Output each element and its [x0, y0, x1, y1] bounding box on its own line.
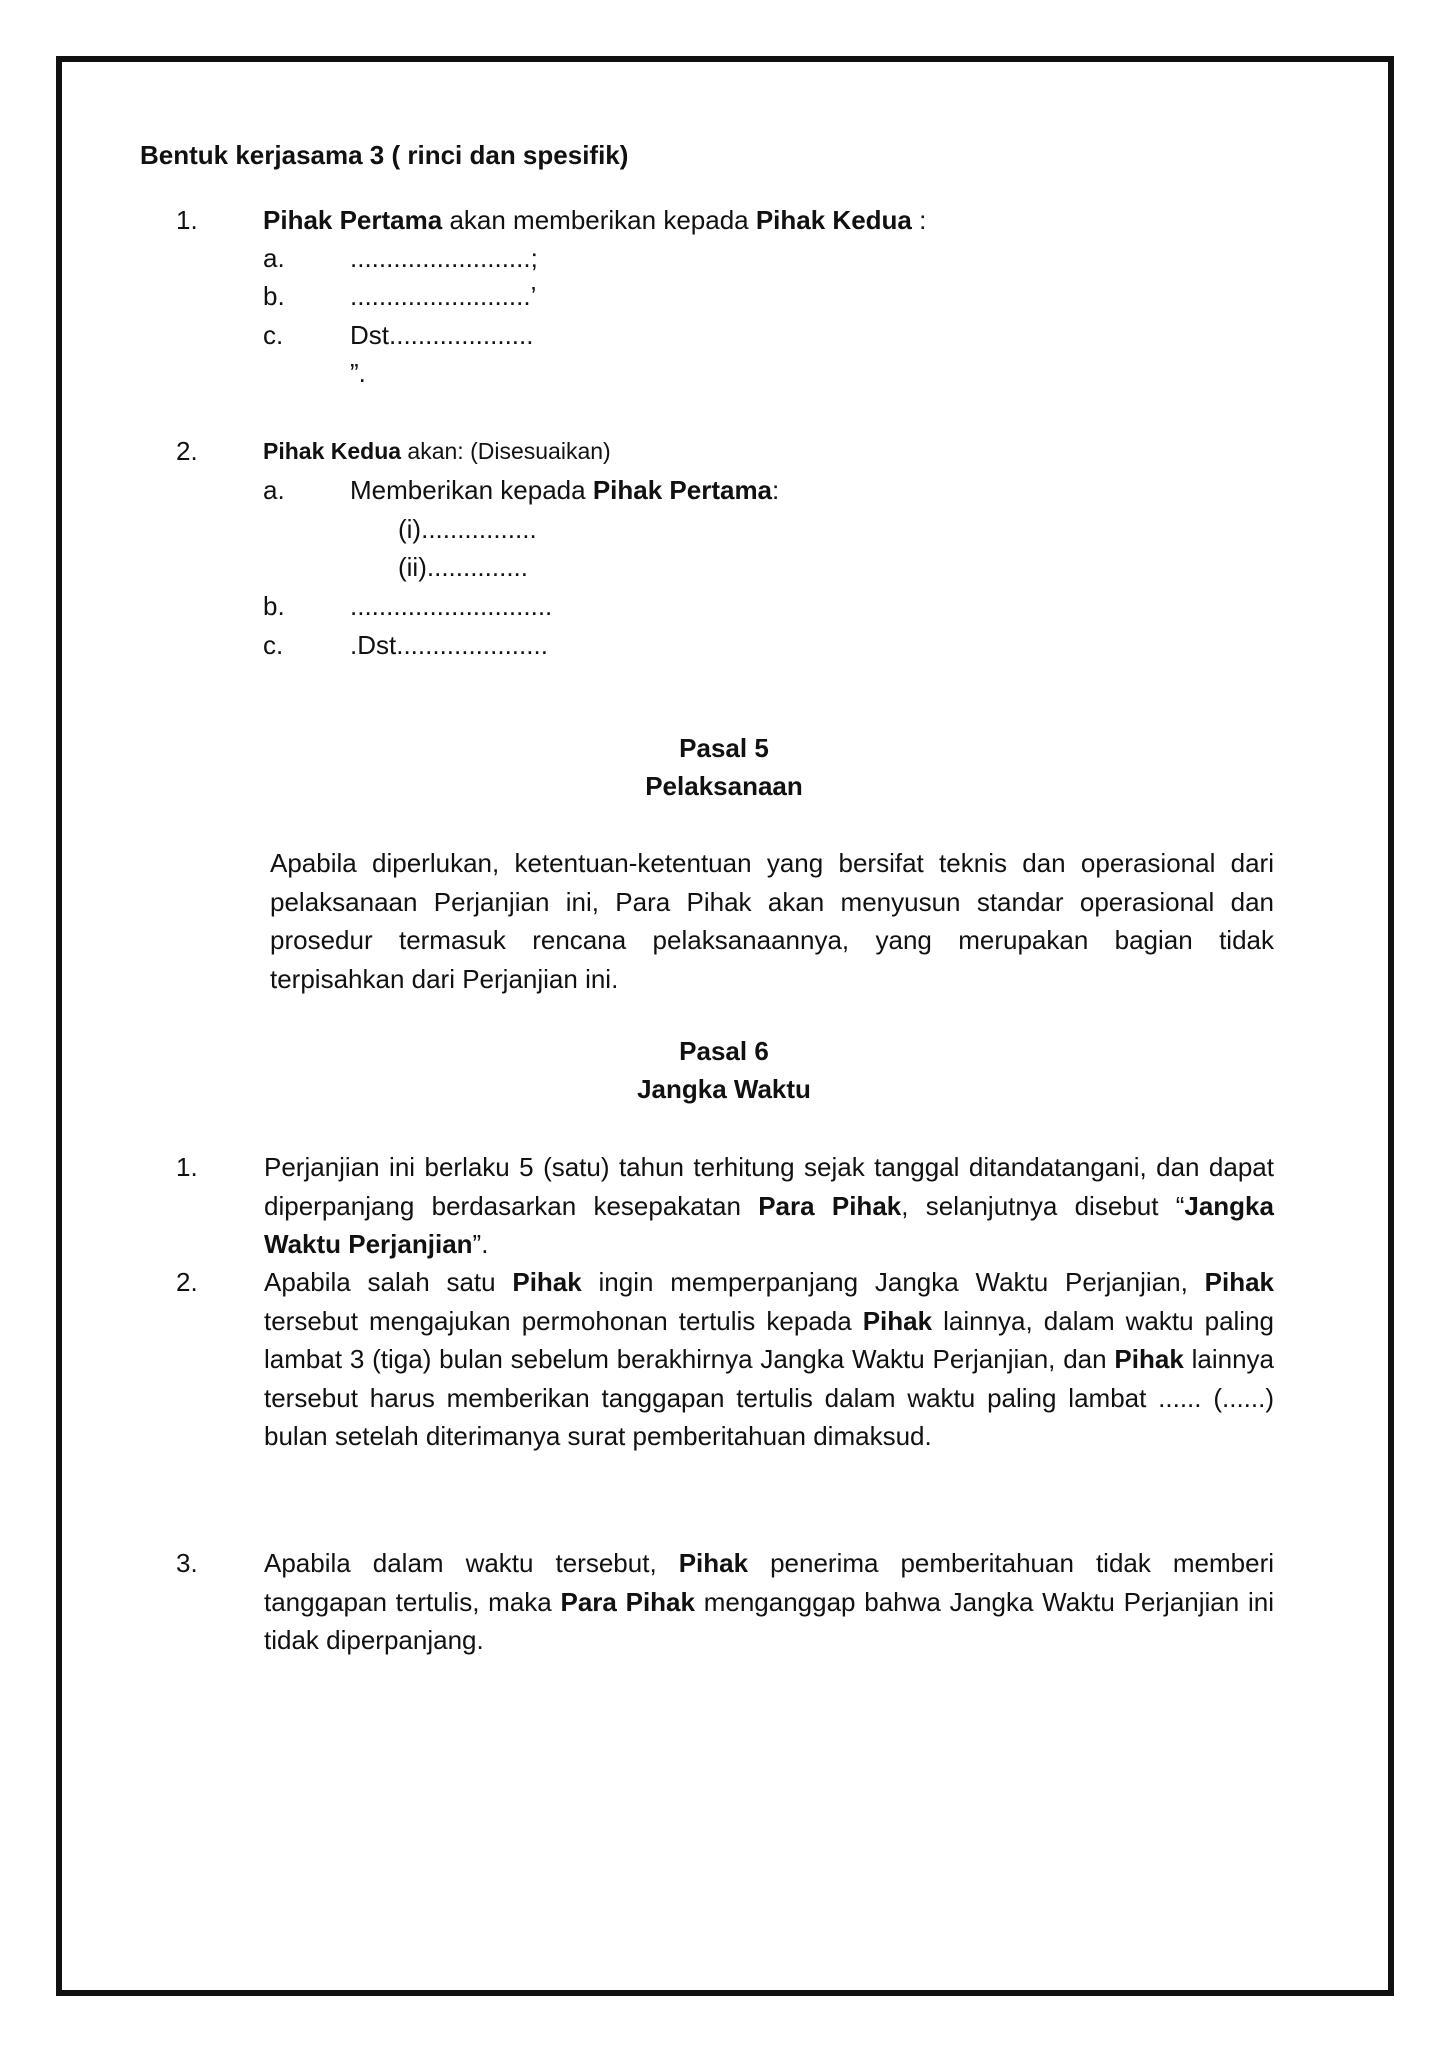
- item-letter: c.: [263, 630, 284, 660]
- text-segment: :: [772, 475, 780, 505]
- text-segment: Apabila dalam waktu tersebut,: [264, 1548, 679, 1578]
- text-segment: :: [911, 205, 927, 235]
- item-number: 2.: [176, 1267, 198, 1297]
- item-letter: b.: [263, 281, 285, 311]
- bold-text: Pihak Kedua: [263, 438, 402, 464]
- item-text: [264, 1544, 1274, 1660]
- text-segment: Apabila salah satu: [264, 1267, 513, 1297]
- item-text: [264, 1148, 1274, 1264]
- item-text: .Dst.....................: [350, 630, 548, 660]
- item-text: Dst....................: [350, 320, 534, 350]
- bold-text: Pihak Pertama: [263, 205, 443, 235]
- page-border: [56, 56, 1394, 1996]
- bold-text: Pihak: [1114, 1344, 1184, 1375]
- item-text: .........................;: [350, 243, 538, 273]
- text-segment: lainnya tersebut harus memberikan tanggapan tertulis dalam waktu paling lambat ...... (......) bulan setelah diterimanya surat pemberitahuan dimaksud.: [264, 1344, 1274, 1452]
- bold-text: Jangka Waktu Perjanjian: [264, 1190, 1274, 1260]
- text-segment: Memberikan kepada: [350, 475, 593, 505]
- text-segment: akan memberikan kepada: [442, 205, 756, 235]
- pasal-6-subtitle: Jangka Waktu: [637, 1074, 811, 1104]
- item-text: [350, 471, 779, 510]
- item-letter: a.: [263, 243, 285, 273]
- text-segment: akan: (Disesuaikan): [401, 438, 611, 464]
- pasal-5-title: Pasal 5: [679, 733, 769, 763]
- text-segment: , selanjutnya disebut “: [901, 1190, 1185, 1221]
- bold-text: Pihak Pertama: [592, 475, 773, 505]
- text-segment: tersebut mengajukan permohonan tertulis kepada: [264, 1305, 863, 1336]
- section-2-number: 2.: [176, 436, 198, 466]
- bold-text: Para Pihak: [560, 1586, 695, 1617]
- item-text: ............................: [350, 591, 553, 621]
- bold-text: Pihak: [678, 1548, 749, 1578]
- sub-item: (ii)..............: [398, 552, 528, 582]
- cooperation-heading: Bentuk kerjasama 3 ( rinci dan spesifik): [140, 140, 629, 170]
- bold-text: Pihak Kedua: [755, 205, 912, 235]
- bold-text: Pihak: [512, 1267, 582, 1297]
- pasal-5-subtitle: Pelaksanaan: [645, 771, 803, 801]
- closing-quote: ”.: [350, 358, 366, 388]
- text-segment: ingin memperpanjang Jangka Waktu Perjanjian,: [581, 1267, 1205, 1297]
- item-text: [264, 1263, 1274, 1456]
- text-segment: Perjanjian ini berlaku 5 (satu) tahun terhitung sejak tanggal ditandatangani, dan dapat diperpanjang berdasarkan kesepakatan: [264, 1152, 1274, 1221]
- pasal-6-title: Pasal 6: [679, 1036, 769, 1066]
- item-number: 3.: [176, 1548, 198, 1578]
- pasal-5-body: Apabila diperlukan, ketentuan-ketentuan yang bersifat teknis dan operasional dari pelaksanaan Perjanjian ini, Para Pihak akan menyusun standar operasional dan prosedur termasuk rencana pelaksanaannya, yang merupakan bagian tidak terpisahkan dari Perjanjian ini.: [270, 848, 1274, 994]
- bold-text: Pihak: [862, 1305, 933, 1336]
- section-2-text: [263, 432, 611, 471]
- item-letter: c.: [263, 320, 284, 350]
- item-letter: a.: [263, 475, 285, 505]
- section-1-number: 1.: [176, 205, 198, 235]
- item-number: 1.: [176, 1152, 198, 1182]
- item-letter: b.: [263, 591, 285, 621]
- section-1-text: [263, 201, 926, 240]
- text-segment: menganggap bahwa Jangka Waktu Perjanjian ini tidak diperpanjang.: [264, 1586, 1274, 1656]
- bold-text: Pihak: [1204, 1267, 1274, 1297]
- sub-item: (i)................: [398, 514, 537, 544]
- item-text: .........................’: [350, 281, 537, 311]
- text-segment: penerima pemberitahuan tidak memberi tanggapan tertulis, maka: [264, 1548, 1274, 1617]
- text-segment: ”.: [472, 1229, 489, 1260]
- text-segment: lainnya, dalam waktu paling lambat 3 (tiga) bulan sebelum berakhirnya Jangka Waktu Perjanjian, dan: [264, 1305, 1275, 1375]
- bold-text: Para Pihak: [758, 1190, 902, 1221]
